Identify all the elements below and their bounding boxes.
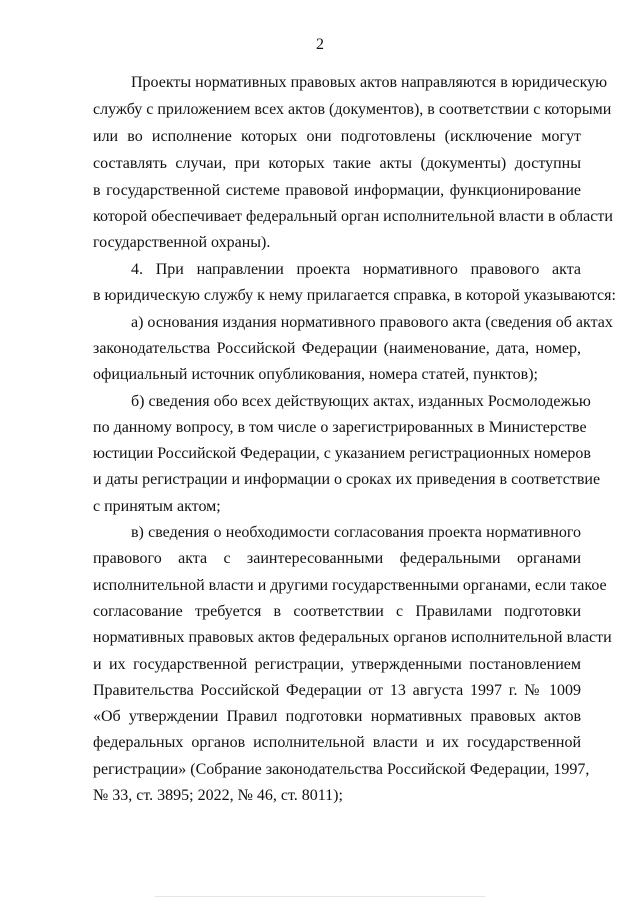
text-line: исполнительной власти и другими государственными органами, если такое [93, 577, 607, 594]
text-line: федеральных органов исполнительной власти и их государственной [93, 734, 581, 751]
text-line: Правительства Российской Федерации от 13 августа 1997 г. № 1009 [93, 682, 581, 699]
text-line: или во исполнение которых они подготовлены (исключение могут [93, 128, 581, 145]
text-line: «Об утверждении Правил подготовки нормативных правовых актов [93, 708, 581, 725]
text-line: и даты регистрации и информации о сроках их приведения в соответствие [93, 471, 601, 488]
text-line: законодательства Российской Федерации (наименование, дата, номер, [93, 340, 581, 357]
text-line: 4. При направлении проекта нормативного правового акта [131, 261, 581, 278]
text-line: официальный источник опубликования, номера статей, пунктов); [93, 366, 538, 383]
text-line: нормативных правовых актов федеральных органов исполнительной власти [93, 629, 612, 646]
text-line: с принятым актом; [93, 498, 221, 515]
text-line: которой обеспечивает федеральный орган исполнительной власти в области [93, 208, 613, 225]
text-line: в государственной системе правовой информации, функционирование [93, 182, 581, 199]
text-line: и их государственной регистрации, утвержденными постановлением [93, 656, 581, 673]
text-line: правового акта с заинтересованными федеральными органами [93, 550, 581, 567]
text-line: в) сведения о необходимости согласования проекта нормативного [131, 524, 581, 541]
text-line: государственной охраны). [93, 234, 271, 251]
text-line: Проекты нормативных правовых актов направляются в юридическую [131, 74, 608, 91]
text-line: регистрации» (Собрание законодательства Российской Федерации, 1997, [93, 761, 590, 778]
text-line: № 33, ст. 3895; 2022, № 46, ст. 8011); [93, 787, 343, 804]
text-line: б) сведения обо всех действующих актах, изданных Росмолодежью [131, 393, 591, 410]
scan-edge-mark [155, 896, 485, 897]
text-line: по данному вопросу, в том числе о зарегистрированных в Министерстве [93, 419, 587, 436]
text-line: юстиции Российской Федерации, с указанием регистрационных номеров [93, 445, 591, 462]
text-line: составлять случаи, при которых такие акты (документы) доступны [93, 155, 581, 172]
text-line: в юридическую службу к нему прилагается справка, в которой указываются: [93, 287, 616, 304]
text-line: согласование требуется в соответствии с Правилами подготовки [93, 603, 581, 620]
text-line: службу с приложением всех актов (документов), в соответствии с которыми [93, 101, 612, 118]
text-line: а) основания издания нормативного правового акта (сведения об актах [131, 314, 613, 331]
page-number: 2 [316, 36, 324, 53]
